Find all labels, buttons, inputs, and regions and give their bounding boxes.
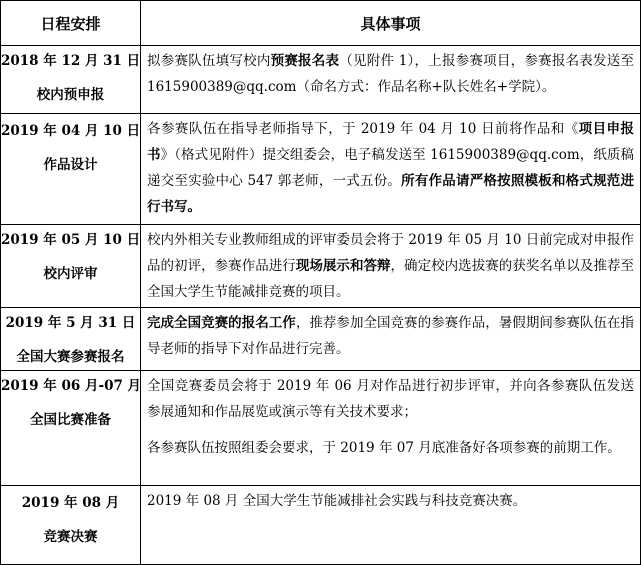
detail-text: ，推荐参加全国竞赛的参赛作品，暑假期间参赛队伍在指导老师的指导下对作品进行完善。 bbox=[147, 315, 635, 357]
detail-cell bbox=[141, 46, 641, 114]
detail-text: 校内外相关专业教师组成的评审委员会将于 2019 年 05 月 10 日前完成对申报作品的初评，参赛作品进行 bbox=[147, 232, 634, 274]
detail-cell bbox=[141, 486, 641, 565]
row-date: 2019 年 04 月 10 日 bbox=[1, 123, 141, 139]
detail-paragraph bbox=[147, 116, 634, 220]
date-cell bbox=[1, 308, 141, 371]
table-row bbox=[1, 46, 641, 114]
date-cell bbox=[1, 371, 141, 486]
detail-text-bold: 完成全国竞赛的报名工作 bbox=[147, 315, 296, 331]
row-stage: 竞赛决赛 bbox=[43, 529, 98, 545]
detail-text-bold: 所有作品请严格按照模板和格式规范进行书写。 bbox=[147, 173, 635, 215]
header-row bbox=[1, 1, 641, 46]
row-stage: 全国比赛准备 bbox=[30, 412, 111, 428]
row-stage: 作品设计 bbox=[43, 157, 98, 173]
header-details: 具体事项 bbox=[141, 1, 641, 46]
table-row bbox=[1, 225, 641, 308]
row-stage: 校内评审 bbox=[43, 266, 98, 282]
detail-text-bold: 预赛报名表 bbox=[270, 53, 340, 69]
date-cell bbox=[1, 46, 141, 114]
header-schedule: 日程安排 bbox=[1, 1, 141, 46]
detail-paragraph bbox=[147, 310, 634, 362]
detail-text: 全国竞赛委员会将于 2019 年 06 月对作品进行初步评审，并向各参赛队伍发送参展通知和作品展览或演示等有关技术要求； bbox=[147, 378, 634, 420]
date-cell bbox=[1, 486, 141, 565]
detail-text: ，确定校内选拔赛的获奖名单以及推荐至全国大学生节能减排竞赛的项目。 bbox=[147, 258, 635, 300]
detail-text: （见附件 1），上报参赛项目，参赛报名表发送至 1615900389@qq.com（命名方式：作品名称+队长姓名+学院）。 bbox=[147, 53, 635, 95]
detail-paragraph bbox=[147, 488, 634, 514]
detail-cell bbox=[141, 114, 641, 225]
detail-cell bbox=[141, 225, 641, 308]
detail-text-bold: 项目申报书 bbox=[147, 121, 634, 163]
table-row bbox=[1, 486, 641, 565]
detail-cell bbox=[141, 371, 641, 486]
row-stage: 校内预申报 bbox=[36, 87, 105, 103]
table-row bbox=[1, 114, 641, 225]
detail-text: 各参赛队伍在指导老师指导下，于 2019 年 04 月 10 日前将作品和《 bbox=[147, 121, 579, 137]
detail-text: 》（格式见附件）提交组委会，电子稿发送至 1615900389@qq.com，纸质稿递交至实验中心 547 郭老师，一式五份。 bbox=[147, 147, 635, 189]
detail-text-bold: 现场展示和答辩 bbox=[295, 258, 391, 274]
row-date: 2019 年 06 月-07 月 bbox=[1, 378, 142, 394]
detail-text: 拟参赛队伍填写校内 bbox=[147, 53, 271, 69]
detail-text: 2019 年 08 月 全国大学生节能减排社会实践与科技竞赛决赛。 bbox=[147, 493, 527, 509]
table-row bbox=[1, 371, 641, 486]
detail-paragraph bbox=[147, 435, 634, 461]
detail-paragraph bbox=[147, 373, 634, 425]
row-date: 2019 年 08 月 bbox=[21, 495, 120, 511]
row-date: 2019 年 05 月 10 日 bbox=[1, 232, 141, 248]
row-date: 2018 年 12 月 31 日 bbox=[1, 53, 141, 69]
row-stage: 全国大赛参赛报名 bbox=[16, 349, 125, 365]
table-row bbox=[1, 308, 641, 371]
detail-cell bbox=[141, 308, 641, 371]
date-cell bbox=[1, 114, 141, 225]
date-cell bbox=[1, 225, 141, 308]
detail-paragraph bbox=[147, 48, 634, 100]
detail-paragraph bbox=[147, 227, 634, 305]
row-date: 2019 年 5 月 31 日 bbox=[5, 315, 136, 331]
detail-text: 各参赛队伍按照组委会要求，于 2019 年 07 月底准备好各项参赛的前期工作。 bbox=[147, 440, 621, 456]
